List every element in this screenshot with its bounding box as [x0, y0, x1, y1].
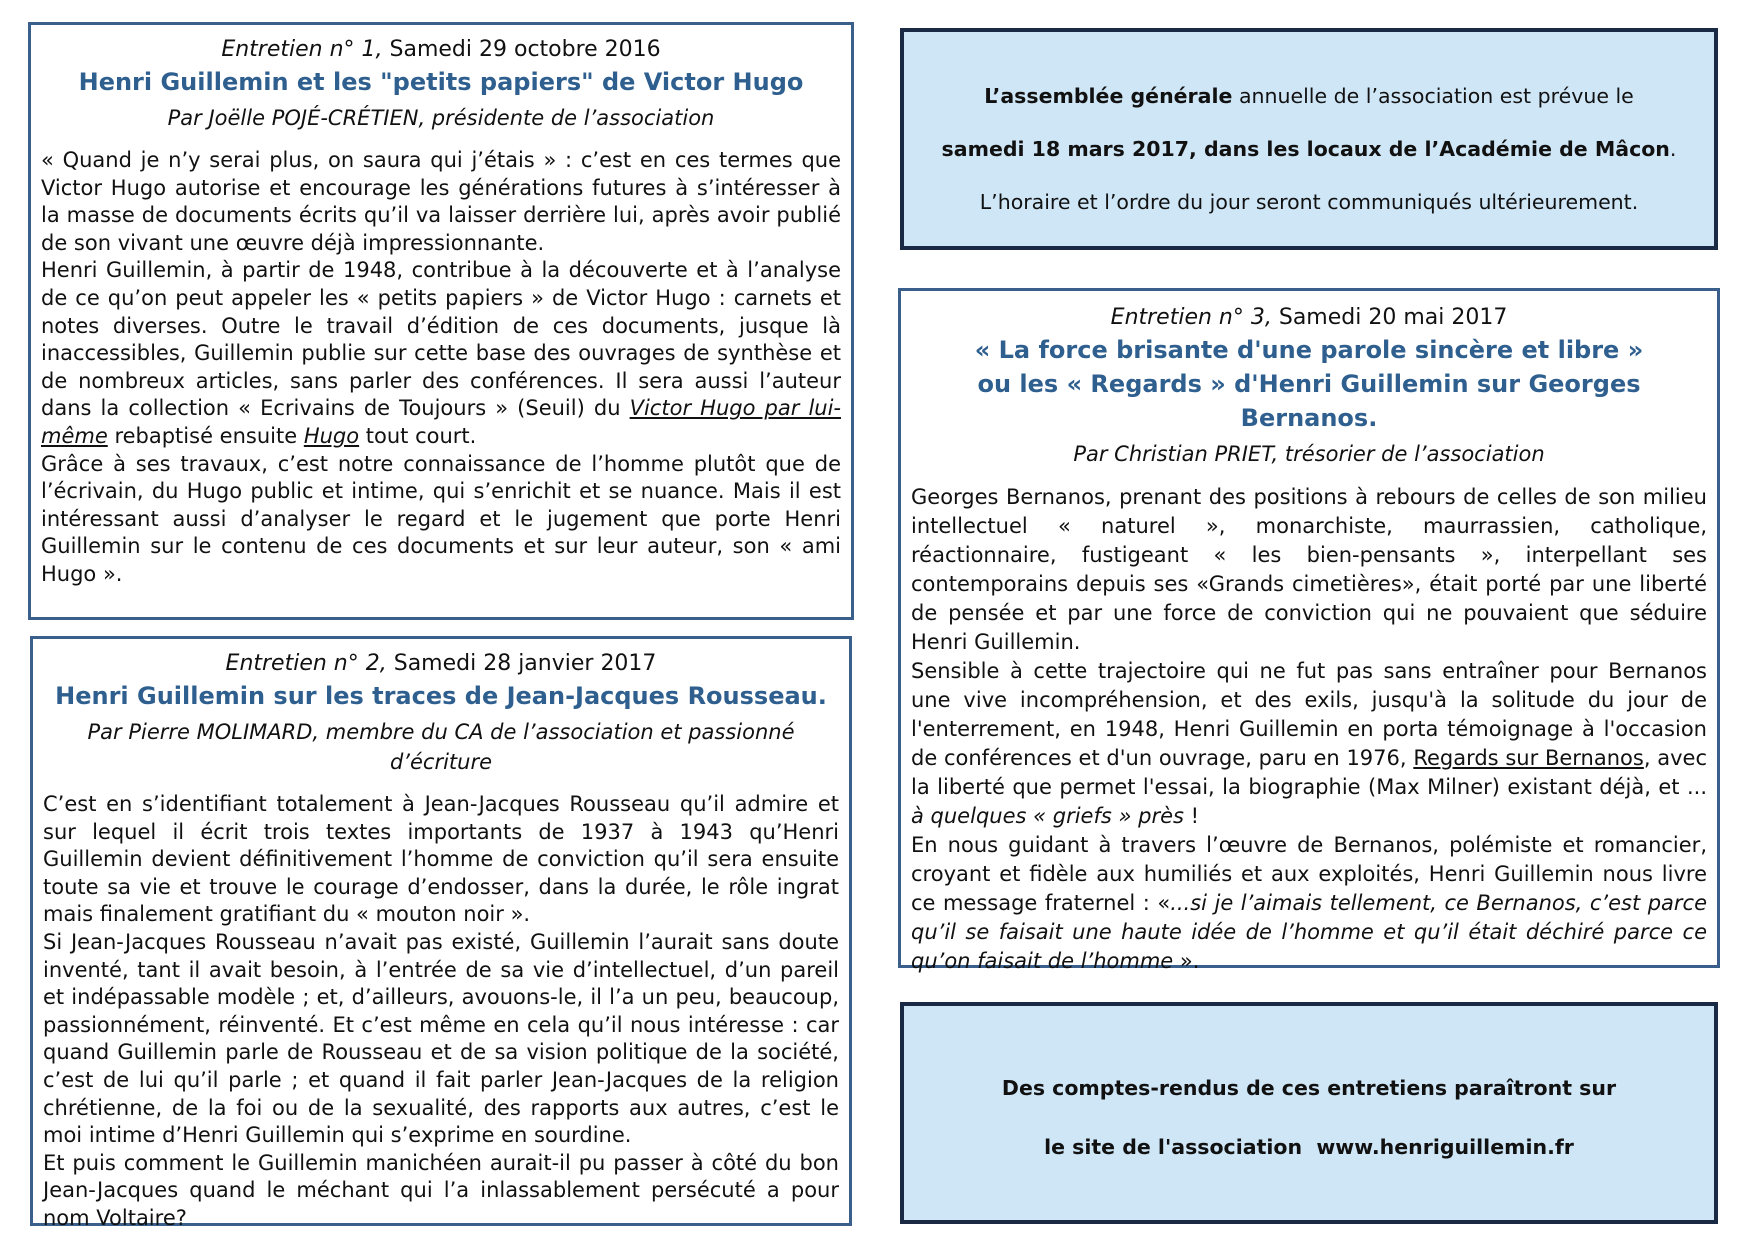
entretien-3-p3-text-b: ».: [1173, 949, 1200, 973]
entretien-3-title-line-1: « La force brisante d'une parole sincère et libre »: [974, 336, 1644, 364]
book-title-regards-sur-bernanos: Regards sur Bernanos: [1413, 746, 1644, 770]
assemblee-line-1: [904, 70, 1714, 123]
entretien-1-paragraph-2: [41, 257, 841, 450]
entretien-3-paragraph-2: [911, 657, 1707, 831]
entretien-2-box: [30, 636, 852, 1230]
entretien-2-heading: [43, 649, 839, 679]
assemblee-generale-box: [900, 28, 1718, 250]
entretien-2-paragraph-3: Et puis comment le Guillemin manichéen aurait-il pu passer à côté du bon Jean-Jacques quand le méchant qui l’a inlassablement persécuté a pour nom Voltaire?: [43, 1150, 839, 1230]
entretien-3-p2-text-a: Sensible à cette trajectoire qui ne fut pas sans entraîner pour Bernanos une vive incompréhension, et des exils, jusqu'à la solitude du jour de l'enterrement, en 1948, Henri Guillemin en porta témoignage à l'occasion de conférences et d'un ouvrage, paru en 1976,: [911, 659, 1707, 770]
comptes-rendus-text: [904, 1006, 1714, 1177]
entretien-1-p2-text-b: rebaptisé ensuite: [107, 423, 304, 448]
comptes-rendus-line-1: Des comptes-rendus de ces entretiens paraîtront sur: [1001, 1076, 1617, 1100]
entretien-3-byline: Par Christian PRIET, trésorier de l’association: [1073, 442, 1545, 466]
entretien-3-title-line-2: ou les « Regards » d'Henri Guillemin sur Georges Bernanos.: [977, 370, 1641, 432]
entretien-1-paragraph-1: « Quand je n’y serai plus, on saura qui j’étais » : c’est en ces termes que Victor Hugo autorise et encourage les générations futures à s’intéresser à la masse de documents écrits qu’il va laisser derrière lui, après avoir publié de son vivant une œuvre déjà impressionnante.: [41, 148, 841, 255]
entretien-3-paragraph-3: [911, 831, 1707, 976]
comptes-rendus-line-2-text: le site de l'association: [1044, 1135, 1317, 1159]
assemblee-line-1-bold: L’assemblée générale: [984, 84, 1233, 108]
entretien-2-date: Samedi 28 janvier 2017: [386, 651, 657, 676]
entretien-1-title: Henri Guillemin et les "petits papiers" de Victor Hugo: [78, 68, 804, 96]
entretien-3-box: [898, 288, 1720, 973]
book-title-hugo: Hugo: [303, 423, 360, 448]
entretien-1-body: [41, 147, 841, 589]
entretien-3-p3-text-a: En nous guidant à travers l’œuvre de Bernanos, polémiste et romancier, croyant et fidèle aux humiliés et aux exploités, Henri Guillemin nous livre ce message fraternel : «: [911, 833, 1707, 915]
entretien-3-date: Samedi 20 mai 2017: [1271, 305, 1508, 330]
entretien-3-quote: ...si je l’aimais tellement, ce Bernanos, c’est parce qu’il se faisait une haute idée de l’homme et qu’il était déchiré parce ce qu’on faisait de l’homme: [911, 891, 1707, 973]
comptes-rendus-box: [900, 1002, 1718, 1224]
assemblee-line-3: L’horaire et l’ordre du jour seront communiqués ultérieurement.: [979, 190, 1639, 214]
entretien-3-paragraph-1: Georges Bernanos, prenant des positions à rebours de celles de son milieu intellectuel « naturel », monarchiste, maurrassien, catholique, réactionnaire, fustigeant « les bien-pensants », interpellant ses contemporains depuis ses «Grands cimetières», était porté par une liberté de pensée et par une force de conviction qui ne pouvaient que séduire Henri Guillemin.: [911, 485, 1707, 654]
entretien-2-title: Henri Guillemin sur les traces de Jean-Jacques Rousseau.: [55, 682, 827, 710]
assemblee-line-2-rest: .: [1669, 137, 1677, 161]
entretien-2-byline: Par Pierre MOLIMARD, membre du CA de l’association et passionné d’écriture: [87, 720, 795, 774]
entretien-1-heading: [41, 35, 841, 65]
entretien-1-label: Entretien n° 1,: [221, 37, 383, 62]
assemblee-generale-text: [904, 32, 1714, 229]
entretien-3-label: Entretien n° 3,: [1110, 305, 1272, 330]
entretien-3-p2-text-c: !: [1183, 804, 1200, 828]
website-link[interactable]: www.henriguillemin.fr: [1316, 1135, 1574, 1159]
entretien-3-heading: [911, 303, 1707, 333]
entretien-1-date: Samedi 29 octobre 2016: [382, 37, 661, 62]
entretien-1-p2-text-a: Henri Guillemin, à partir de 1948, contribue à la découverte et à l’analyse de ce qu’on peut appeler les « petits papiers » de Victor Hugo : carnets et notes diverses. Outre le travail d’édition de ces documents, jusque là inaccessibles, Guillemin publie sur cette base des ouvrages de synthèse et de nombreux articles, sans parler des conférences. Il sera aussi l’auteur dans la collection « Ecrivains de Toujours » (Seuil) du: [41, 258, 841, 421]
entretien-1-box: [28, 22, 854, 620]
entretien-3-p2-text-b: , avec la liberté que permet l'essai, la biographie (Max Milner) existant déjà, et ...: [911, 746, 1708, 799]
entretien-1-byline: Par Joëlle POJÉ-CRÉTIEN, présidente de l’association: [167, 106, 715, 130]
entretien-3-body: [911, 483, 1707, 976]
assemblee-line-2: [904, 123, 1714, 176]
entretien-2-body: [43, 791, 839, 1233]
comptes-rendus-line-2: [904, 1118, 1714, 1177]
entretien-1-p2-text-c: tout court.: [359, 423, 477, 448]
entretien-2-paragraph-1: C’est en s’identifiant totalement à Jean-Jacques Rousseau qu’il admire et sur lequel il écrit trois textes importants de 1937 à 1943 qu’Henri Guillemin devient définitivement l’homme de conviction qu’il sera ensuite toute sa vie et trouve le courage d’endosser, dans la durée, le rôle ingrat mais finalement gratifiant du « mouton noir ».: [43, 792, 839, 927]
assemblee-line-1-rest: annuelle de l’association est prévue le: [1232, 84, 1634, 108]
entretien-2-paragraph-2: Si Jean-Jacques Rousseau n’avait pas existé, Guillemin l’aurait sans doute inventé, tant il avait besoin, à l’entrée de sa vie d’intellectuel, d’un pareil et indépassable modèle ; et, d’ailleurs, avouons-le, il l’a un peu, beaucoup, passionnément, réinventé. Et c’est même en cela qu’il nous intéresse : car quand Guillemin parle de Rousseau et de sa vision politique de la société, c’est de lui qu’il parle ; et quand il fait parler Jean-Jacques de la religion chrétienne, de la foi ou de la sexualité, des rapports aux autres, c’est le moi intime d’Henri Guillemin qui s’exprime en sourdine.: [43, 929, 839, 1148]
assemblee-line-2-bold: samedi 18 mars 2017, dans les locaux de l’Académie de Mâcon: [941, 137, 1670, 161]
entretien-3-p2-italic: à quelques « griefs » près: [911, 804, 1184, 828]
book-title-victor-hugo-par-lui-meme: Victor Hugo par lui-même: [41, 396, 841, 448]
entretien-2-label: Entretien n° 2,: [225, 651, 387, 676]
entretien-1-paragraph-3: Grâce à ses travaux, c’est notre connaissance de l’homme plutôt que de l’écrivain, du Hugo public et intime, qui s’enrichit et se nuance. Mais il est intéressant aussi d’analyser le regard et le jugement que porte Henri Guillemin sur le contenu de ces documents et sur leur auteur, son « ami Hugo ».: [41, 451, 841, 586]
